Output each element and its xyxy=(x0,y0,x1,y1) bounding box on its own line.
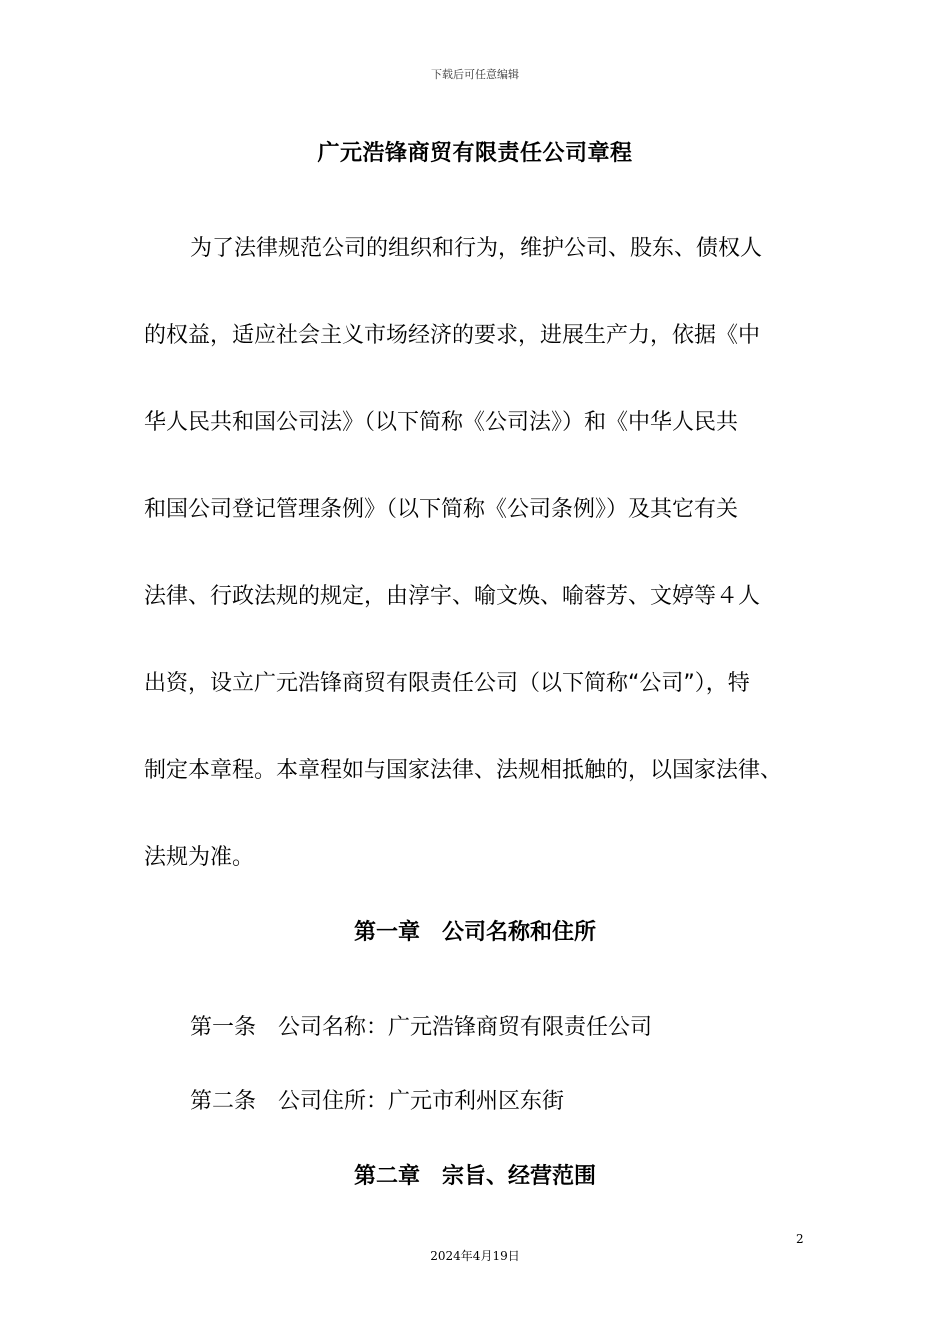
article-1: 第一条 公司名称：广元浩锋商贸有限责任公司 xyxy=(190,1015,653,1040)
preamble-line-8: 法规为准。 xyxy=(144,845,255,870)
footer-date: 2024年4月19日 xyxy=(430,1249,520,1263)
chapter-2-heading: 第二章 宗旨、经营范围 xyxy=(353,1164,596,1189)
page-number: 2 xyxy=(796,1232,804,1246)
preamble-line-1: 为了法律规范公司的组织和行为，维护公司、股东、债权人 xyxy=(190,236,763,261)
header-note: 下载后可任意编辑 xyxy=(431,68,519,81)
preamble-line-5: 法律、行政法规的规定，由淳宇、喻文焕、喻蓉芳、文婷等４人 xyxy=(144,584,761,609)
preamble-line-6: 出资，设立广元浩锋商贸有限责任公司（以下简称“公司”），特 xyxy=(144,671,750,696)
preamble-line-4: 和国公司登记管理条例》（以下简称《公司条例》）及其它有关 xyxy=(144,497,739,522)
preamble-line-2: 的权益，适应社会主义市场经济的要求，进展生产力，依据《中 xyxy=(144,323,761,348)
chapter-1-heading: 第一章 公司名称和住所 xyxy=(353,920,596,945)
preamble-line-3: 华人民共和国公司法》（以下简称《公司法》）和《中华人民共 xyxy=(144,410,739,435)
document-title: 广元浩锋商贸有限责任公司章程 xyxy=(317,141,633,166)
article-2: 第二条 公司住所：广元市利州区东街 xyxy=(190,1089,565,1114)
preamble-line-7: 制定本章程。本章程如与国家法律、法规相抵触的，以国家法律、 xyxy=(144,758,783,783)
